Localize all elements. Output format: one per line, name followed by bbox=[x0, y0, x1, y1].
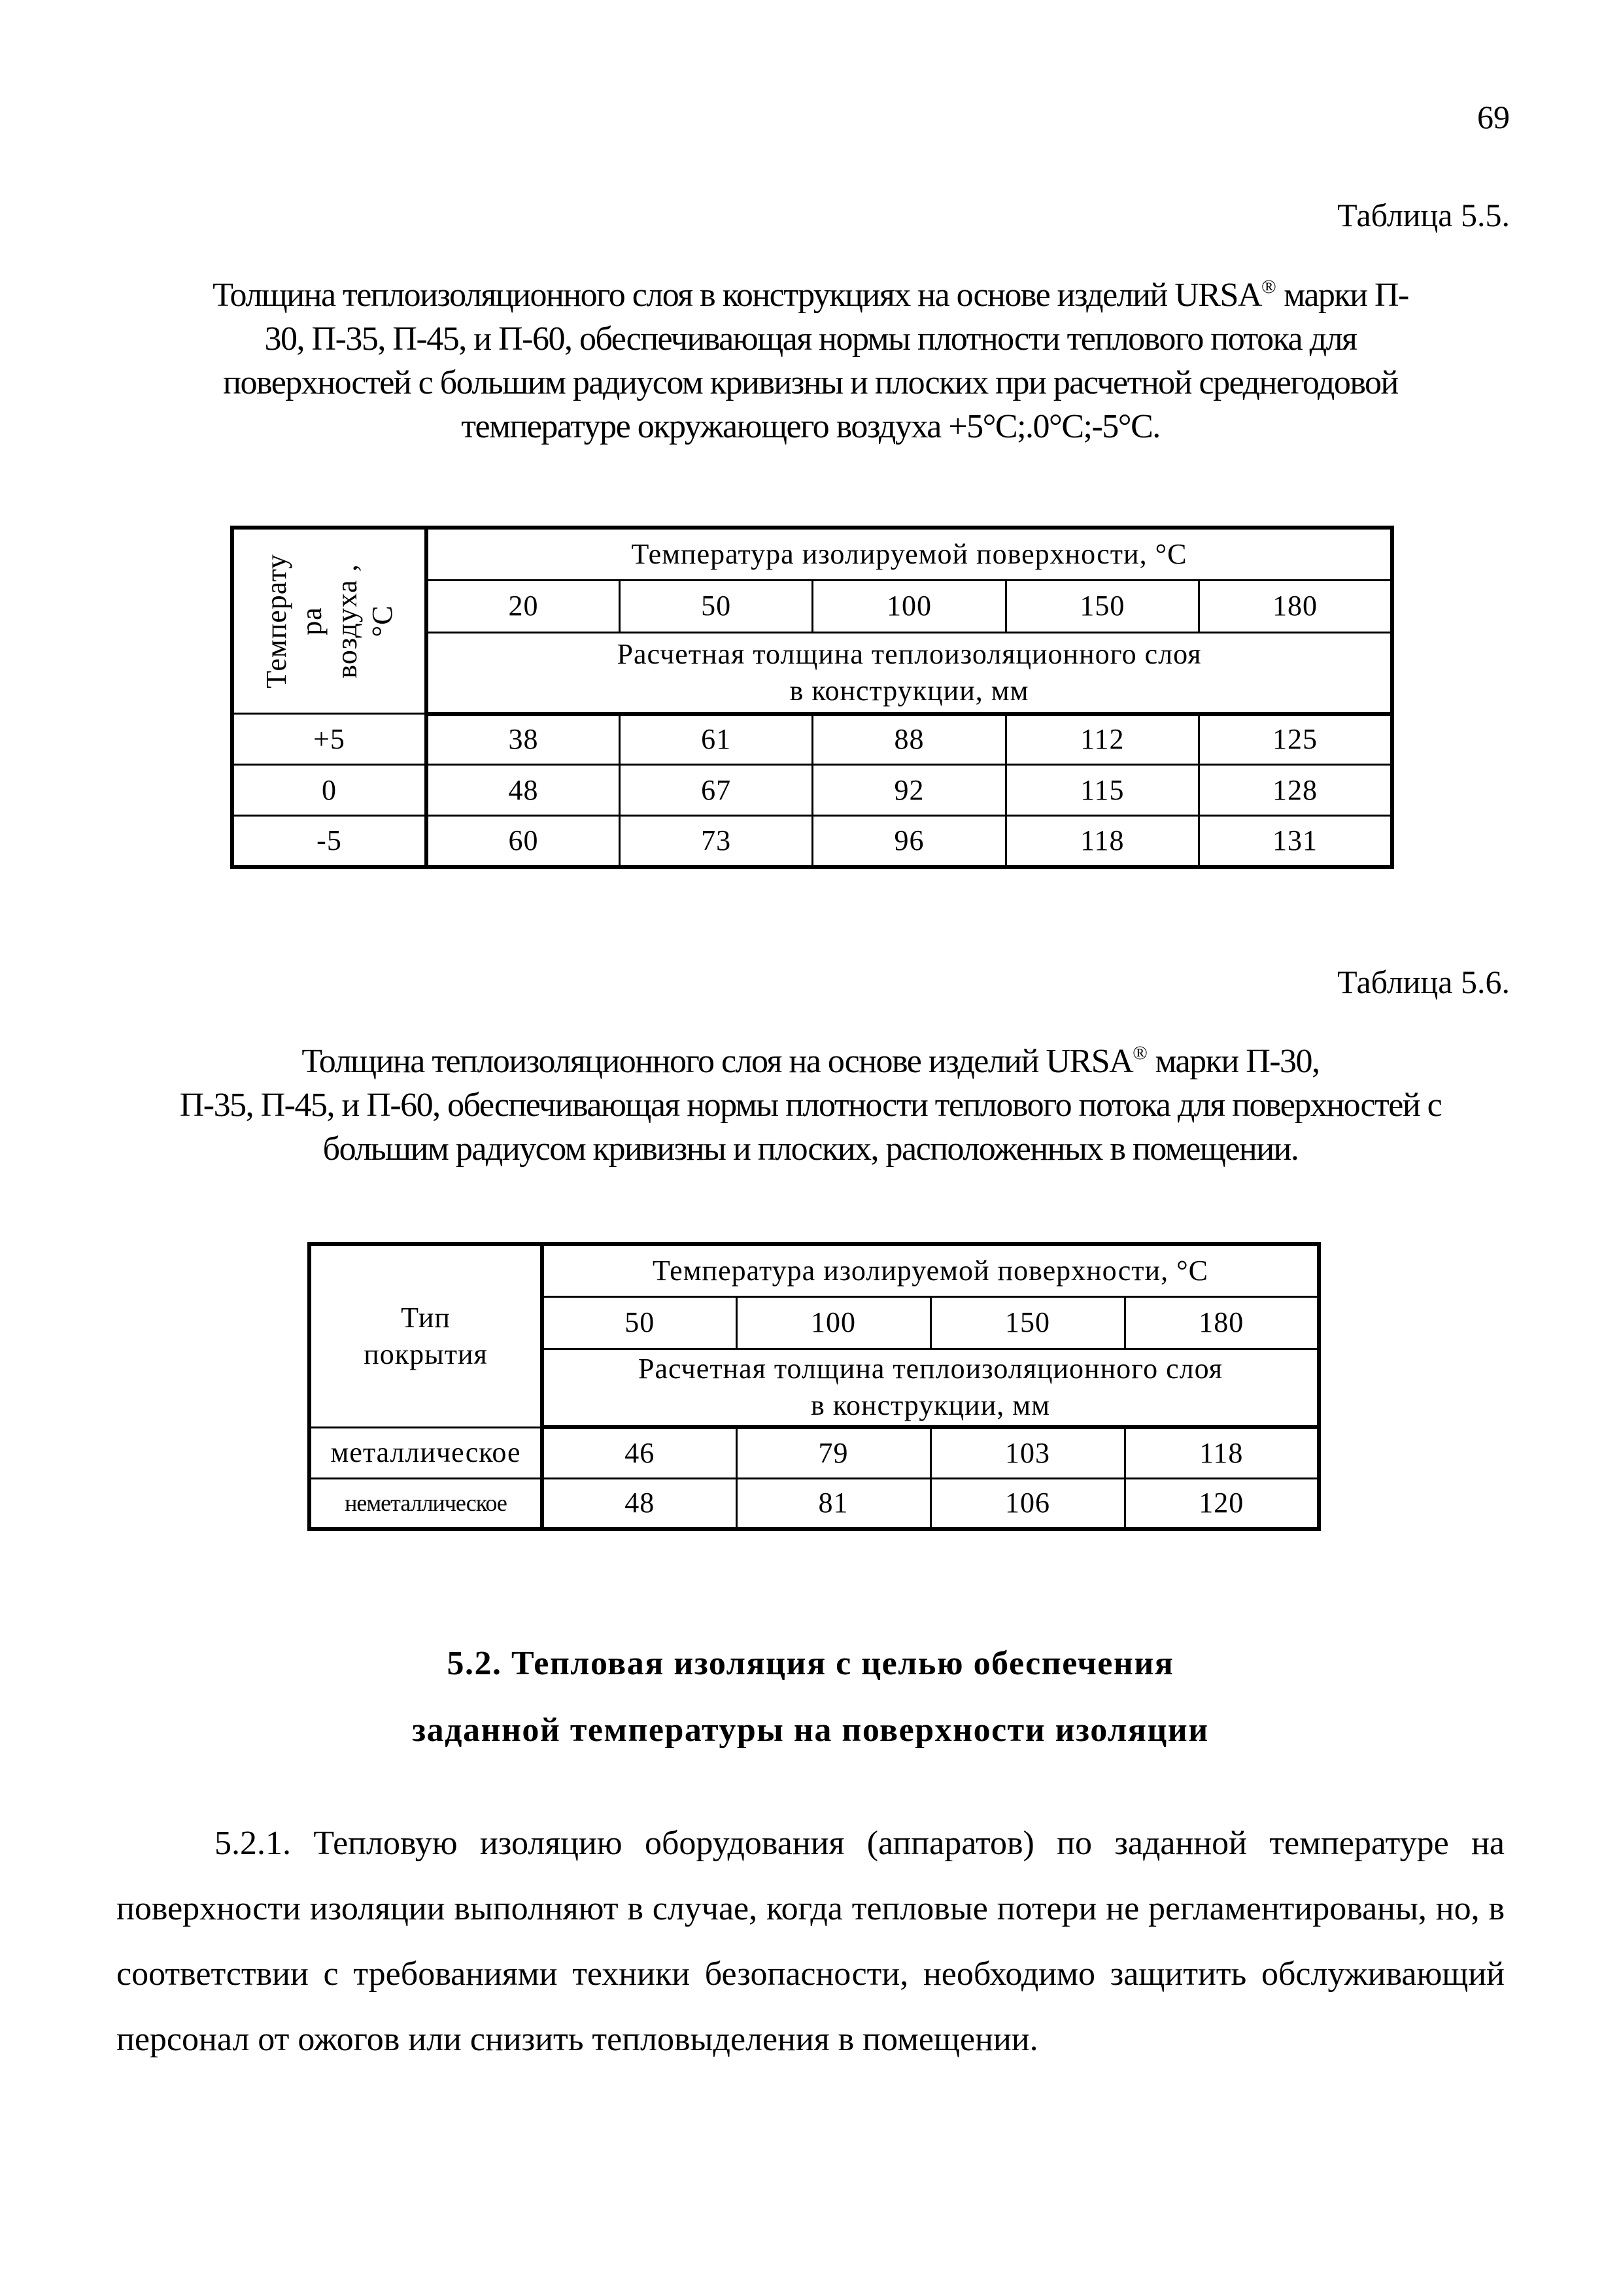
table-cell: 120 bbox=[1125, 1478, 1319, 1529]
caption-line: Толщина теплоизоляционного слоя на основе изделий URSA® марки П-30, bbox=[301, 1042, 1320, 1080]
table-cell: 115 bbox=[1006, 765, 1199, 816]
column-header: 150 bbox=[930, 1296, 1125, 1349]
column-header: 100 bbox=[813, 580, 1006, 632]
caption-line: температуре окружающего воздуха +5°С;.0°С;-5°С. bbox=[461, 408, 1160, 445]
caption-line: большим радиусом кривизны и плоских, расположенных в помещении. bbox=[322, 1130, 1299, 1168]
table-cell: 106 bbox=[930, 1478, 1125, 1529]
surface-temperature-header: Температура изолируемой поверхности, °С bbox=[426, 528, 1392, 580]
paragraph-text: 5.2.1. Тепловую изоляцию оборудования (аппаратов) по заданной температуре на поверхности изоляции выполняют в случае, когда тепловые потери не регламентированы, но, в соответствии с требованиями техники безопасности, необходимо защитить обслуживающий персонал от ожогов или снизить тепловыделения в помещении. bbox=[116, 1825, 1505, 2058]
table-5-6-label: Таблица 5.6. bbox=[1337, 964, 1510, 1000]
column-header: 180 bbox=[1199, 580, 1392, 632]
table-cell: 48 bbox=[426, 765, 619, 816]
header-line: Расчетная толщина теплоизоляционного слоя bbox=[638, 1353, 1223, 1385]
coating-type-header bbox=[309, 1244, 542, 1427]
body-paragraph bbox=[116, 1811, 1505, 2072]
registered-mark: ® bbox=[1261, 276, 1276, 297]
table-5-5 bbox=[230, 526, 1394, 869]
air-temperature-header bbox=[232, 528, 426, 714]
row-label: 0 bbox=[232, 765, 426, 816]
table-cell: 118 bbox=[1006, 816, 1199, 867]
header-line: покрытия bbox=[364, 1338, 488, 1370]
column-header: 180 bbox=[1125, 1296, 1319, 1349]
table-cell: 67 bbox=[619, 765, 812, 816]
table-cell: 46 bbox=[542, 1427, 736, 1478]
column-header: 100 bbox=[736, 1296, 930, 1349]
header-line: Расчетная толщина теплоизоляционного слоя bbox=[617, 637, 1202, 670]
table-5-5-caption bbox=[98, 273, 1523, 448]
table-cell: 73 bbox=[619, 816, 812, 867]
table-cell: 81 bbox=[736, 1478, 930, 1529]
table-5-6-caption bbox=[98, 1039, 1523, 1171]
header-line: °С bbox=[366, 605, 398, 637]
header-line: Тип bbox=[401, 1301, 451, 1334]
table-cell: 48 bbox=[542, 1478, 736, 1529]
header-line: ра bbox=[295, 607, 328, 635]
section-title-line-2: заданной температуры на поверхности изоляции bbox=[412, 1712, 1209, 1749]
thickness-header bbox=[542, 1349, 1319, 1427]
table-cell: 79 bbox=[736, 1427, 930, 1478]
table-5-5-label: Таблица 5.5. bbox=[1337, 197, 1510, 233]
column-header: 50 bbox=[542, 1296, 736, 1349]
air-temperature-header-text bbox=[259, 554, 400, 688]
header-line: воздуха , bbox=[330, 564, 363, 679]
table-cell: 60 bbox=[426, 816, 619, 867]
surface-temperature-header: Температура изолируемой поверхности, °С bbox=[542, 1244, 1319, 1296]
table-cell: 112 bbox=[1006, 714, 1199, 765]
table-cell: 38 bbox=[426, 714, 619, 765]
header-line: в конструкции, мм bbox=[789, 674, 1029, 707]
table-5-6 bbox=[307, 1242, 1321, 1531]
table-cell: 128 bbox=[1199, 765, 1392, 816]
table-cell: 118 bbox=[1125, 1427, 1319, 1478]
row-label: неметаллическое bbox=[309, 1478, 542, 1529]
table-cell: 88 bbox=[813, 714, 1006, 765]
row-label: +5 bbox=[232, 714, 426, 765]
caption-line: поверхностей с большим радиусом кривизны и плоских при расчетной среднегодовой bbox=[223, 364, 1398, 401]
caption-line: 30, П-35, П-45, и П-60, обеспечивающая нормы плотности теплового потока для bbox=[264, 320, 1357, 358]
row-label: металлическое bbox=[309, 1427, 542, 1478]
column-header: 150 bbox=[1006, 580, 1199, 632]
header-line: Температу bbox=[260, 554, 292, 688]
caption-line: П-35, П-45, и П-60, обеспечивающая нормы плотности теплового потока для поверхностей с bbox=[179, 1087, 1442, 1124]
table-cell: 61 bbox=[619, 714, 812, 765]
column-header: 50 bbox=[619, 580, 812, 632]
table-cell: 131 bbox=[1199, 816, 1392, 867]
section-title-line-1: 5.2. Тепловая изоляция с целью обеспечения bbox=[447, 1645, 1174, 1682]
table-cell: 103 bbox=[930, 1427, 1125, 1478]
row-label: -5 bbox=[232, 816, 426, 867]
table-cell: 96 bbox=[813, 816, 1006, 867]
header-line: в конструкции, мм bbox=[811, 1389, 1050, 1422]
table-cell: 92 bbox=[813, 765, 1006, 816]
caption-line bbox=[98, 273, 1523, 317]
table-cell: 125 bbox=[1199, 714, 1392, 765]
thickness-header bbox=[426, 632, 1392, 713]
page-number: 69 bbox=[1477, 99, 1510, 135]
registered-mark: ® bbox=[1133, 1042, 1148, 1064]
caption-text: Толщина теплоизоляционного слоя в конструкциях на основе изделий URSA® марки П- bbox=[213, 276, 1408, 314]
column-header: 20 bbox=[426, 580, 619, 632]
